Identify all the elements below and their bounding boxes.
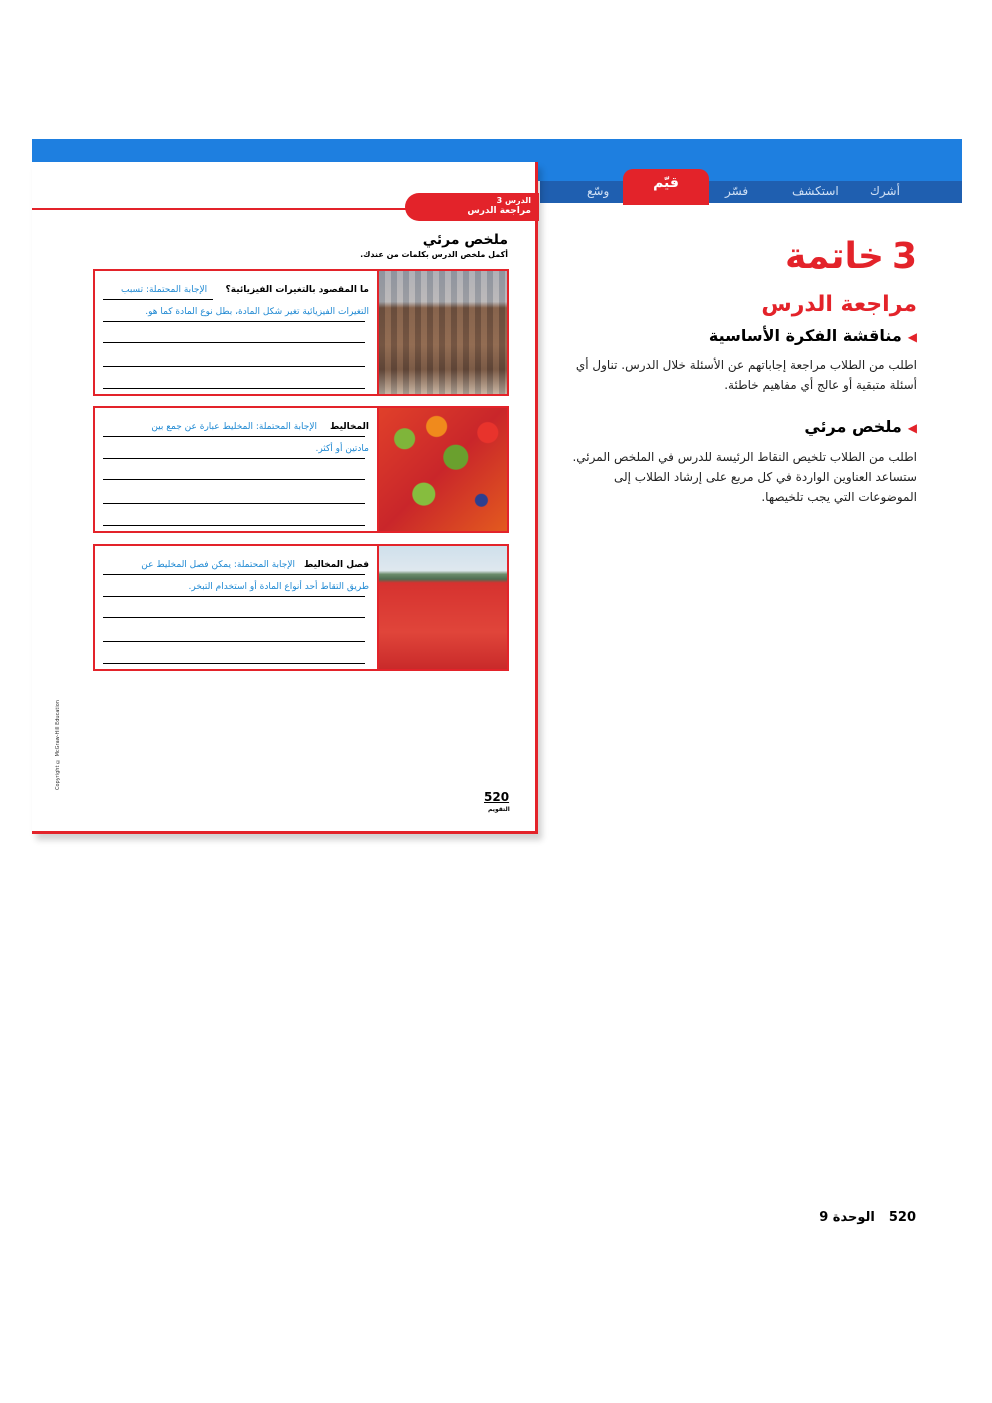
answer-rule [103,596,365,597]
box-answer-line2: مادتين أو أكثر. [315,444,369,454]
answer-rule [103,525,365,526]
student-page-caption: التقويم [488,806,510,813]
conclusion-number: 3 [891,236,917,277]
phase-nav-strip [540,181,962,203]
box-answer-line2: التغيرات الفيزيائية تغير شكل المادة، بطل نوع المادة كما هو. [145,307,369,317]
answer-rule [103,458,365,459]
nav-item-explore[interactable]: استكشف [792,184,839,198]
answer-rule [103,342,365,343]
summary-box-physical-changes [93,269,509,396]
lesson-label: الدرس 3 [496,196,531,205]
nav-item-extend[interactable]: وسّع [587,184,610,198]
answer-rule [103,503,365,504]
answer-rule [103,366,365,367]
cranberry-harvest-photo [377,546,507,669]
answer-rule [103,641,365,642]
student-page-number: 520 [484,790,510,804]
paragraph-visual-summary: اطلب من الطلاب تلخيص النقاط الرئيسة للدرس في الملخص المرئي. ستساعد العناوين الواردة في كل مربع على إرشاد الطلاب إلى الموضوعات التي يجب تلخيصها. [572,450,917,504]
visual-summary-instruction: أكمل ملخص الدرس بكلمات من عندك. [360,250,508,259]
box-question: فصل المخاليط [304,560,369,570]
answer-rule [103,617,365,618]
conclusion-word: خاتمة [784,236,884,277]
scrap-cars-photo [377,271,507,394]
box-answer-line1: الإجابة المحتملة: يمكن فصل المخليط عن [141,560,295,570]
copyright-notice: Copyright © McGraw-Hill Education [55,700,61,790]
nav-item-explain[interactable]: فسّر [725,184,749,198]
summary-box-mixtures [93,406,509,533]
answer-rule [103,388,365,389]
triangle-bullet-icon: ◀ [907,330,917,344]
page-footer [819,1210,916,1225]
box-question: المخاليط [329,422,369,432]
answer-rule [103,299,213,300]
box-question: ما المقصود بالتغيرات الفيزيائية؟ [225,285,369,295]
section-title: مراجعة الدرس [761,292,917,317]
fruit-salad-photo [377,408,507,531]
answer-rule [103,321,365,322]
heading-visual-summary-label: ملخص مرئي [804,417,902,436]
footer-unit-label: الوحدة 9 [819,1210,875,1225]
box-answer-line1: الإجابة المحتملة: المخليط عبارة عن جمع بين [151,422,317,432]
answer-rule [103,574,365,575]
heading-main-idea-label: مناقشة الفكرة الأساسية [708,326,902,345]
nav-item-engage[interactable]: أشرك [870,184,900,198]
nav-item-evaluate-active[interactable]: قيّم [623,169,709,205]
box-answer-line2: طريق التقاط أحد أنواع المادة أو استخدام التبخر. [188,582,369,592]
footer-page-number: 520 [888,1210,916,1225]
heading-main-idea [709,326,917,345]
lesson-title: مراجعة الدرس [467,206,531,216]
summary-box-separating-mixtures [93,544,509,671]
heading-visual-summary [804,417,917,436]
lesson-tab [405,193,539,221]
conclusion-heading [785,236,917,277]
visual-summary-title: ملخص مرئي [422,232,508,248]
paragraph-main-idea: اطلب من الطلاب مراجعة إجاباتهم عن الأسئلة خلال الدرس. تناول أي أسئلة متبقية أو عالج أي مفاهيم خاطئة. [575,358,917,392]
answer-rule [103,436,365,437]
answer-rule [103,479,365,480]
box-answer-line1: الإجابة المحتملة: تسبب [121,285,208,295]
triangle-bullet-icon: ◀ [907,421,917,435]
answer-rule [103,663,365,664]
